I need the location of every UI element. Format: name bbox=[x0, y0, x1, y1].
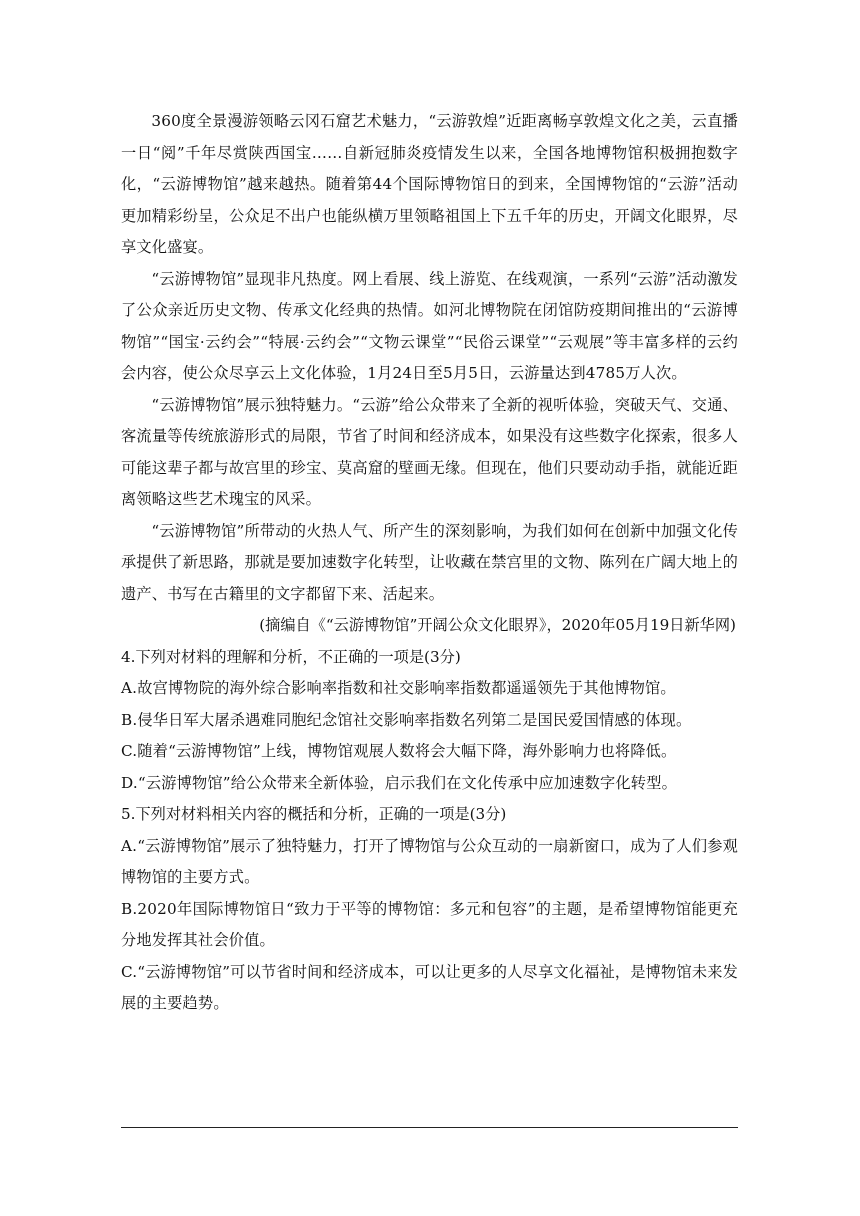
article-paragraph-4: “云游博物馆”所带动的火热人气、所产生的深刻影响，为我们如何在创新中加强文化传承提供了新思路，那就是要加速数字化转型，让收藏在禁宫里的文物、陈列在广阔大地上的遗产、书写在古籍里的文字都留下来、活起来。 bbox=[121, 521, 738, 603]
question-4-option-a: A.故宫博物院的海外综合影响率指数和社交影响率指数都遥遥领先于其他博物馆。 bbox=[121, 679, 676, 697]
page-divider-line bbox=[121, 1127, 738, 1128]
question-5-stem: 5.下列对材料相关内容的概括和分析，正确的一项是(3分) bbox=[121, 805, 507, 823]
question-5-option-b: B.2020年国际博物馆日“致力于平等的博物馆：多元和包容”的主题，是希望博物馆能更充分地发挥其社会价值。 bbox=[121, 899, 738, 949]
article-paragraph-1: 360度全景漫游领略云冈石窟艺术魅力，“云游敦煌”近距离畅享敦煌文化之美，云直播一日“阅”千年尽赏陕西国宝……自新冠肺炎疫情发生以来，全国各地博物馆积极拥抱数字化，“云游博物馆”越来越热。随着第44个国际博物馆日的到来，全国博物馆的“云游”活动更加精彩纷呈，公众足不出户也能纵横万里领略祖国上下五千年的历史，开阔文化眼界，尽享文化盛宴。 bbox=[121, 112, 738, 256]
question-5-option-a: A.“云游博物馆”展示了独特魅力，打开了博物馆与公众互动的一扇新窗口，成为了人们参观博物馆的主要方式。 bbox=[121, 836, 738, 886]
question-4-stem: 4.下列对材料的理解和分析，不正确的一项是(3分) bbox=[121, 647, 461, 666]
article-source: (摘编自《“云游博物馆”开阔公众文化眼界》，2020年05月19日新华网) bbox=[259, 616, 736, 634]
article-paragraph-2: “云游博物馆”显现非凡热度。网上看展、线上游览、在线观演，一系列“云游”活动激发了公众亲近历史文物、传承文化经典的热情。如河北博物院在闭馆防疫期间推出的“云游博物馆”“国宝·云约会”“特展·云约会”“文物云课堂”“民俗云课堂”“云观展”等丰富多样的云约会内容，使公众尽享云上文化体验，1月24日至5月5日，云游量达到4785万人次。 bbox=[121, 269, 738, 382]
document-page bbox=[121, 106, 738, 1020]
question-4-option-b: B.侵华日军大屠杀遇难同胞纪念馆社交影响率指数名列第二是国民爱国情感的体现。 bbox=[121, 710, 692, 729]
article-paragraph-3: “云游博物馆”展示独特魅力。“云游”给公众带来了全新的视听体验，突破天气、交通、客流量等传统旅游形式的局限，节省了时间和经济成本，如果没有这些数字化探索，很多人可能这辈子都与故宫里的珍宝、莫高窟的壁画无缘。但现在，他们只要动动手指，就能近距离领略这些艺术瑰宝的风采。 bbox=[121, 395, 738, 508]
question-4-option-d: D.“云游博物馆”给公众带来全新体验，启示我们在文化传承中应加速数字化转型。 bbox=[121, 773, 677, 792]
question-5-option-c: C.“云游博物馆”可以节省时间和经济成本，可以让更多的人尽享文化福祉，是博物馆未来发展的主要趋势。 bbox=[121, 962, 738, 1012]
question-4-option-c: C.随着“云游博物馆”上线，博物馆观展人数将会大幅下降，海外影响力也将降低。 bbox=[121, 742, 677, 760]
